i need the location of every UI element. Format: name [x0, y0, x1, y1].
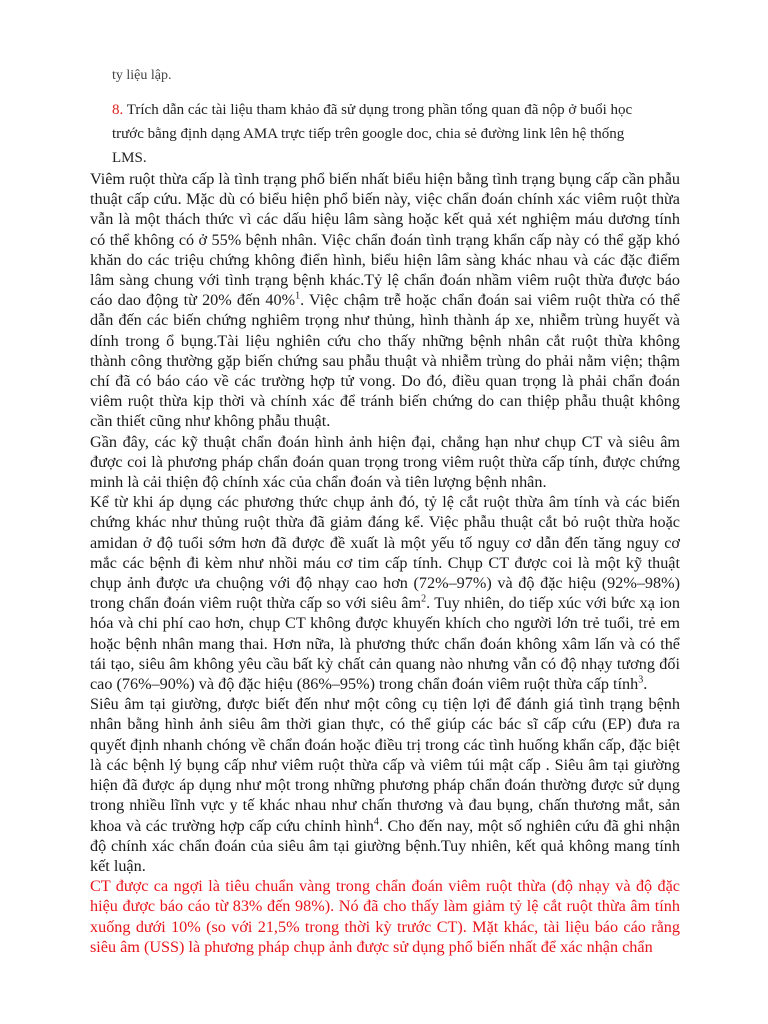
paragraph-1: Viêm ruột thừa cấp là tình trạng phổ biến nhất biểu hiện bằng tình trạng bụng cấp cần phẫu thuật cấp cứu. Mặc dù có biểu hiện phổ biến này, việc chẩn đoán chính xác viêm ruột thừa vẫn là một thách thức vì các dấu hiệu lâm sàng hoặc kết quả xét nghiệm máu dương tính có thể không có ở 55% bệnh nhân. Việc chẩn đoán tình trạng khẩn cấp này có thể gặp khó khăn do các triệu chứng không điển hình, biểu hiện lâm sàng khác nhau và các đặc điểm lâm sàng chung với tình trạng bệnh khác.Tỷ lệ chẩn đoán nhầm viêm ruột thừa được báo cáo dao động từ 20% đến 40%$^1$. Việc chậm trễ hoặc chẩn đoán sai viêm ruột thừa có thể dẫn đến các biến chứng nghiêm trọng như thủng, hình thành áp xe, nhiễm trùng huyết và dính trong ổ bụng.Tài liệu nghiên cứu cho thấy những bệnh nhân cắt ruột thừa không thành công thường gặp biến chứng sau phẫu thuật và nhiễm trùng do phải nằm viện; thậm chí đã có báo cáo về các trường hợp tử vong. Do đó, điều quan trọng là phải chẩn đoán viêm ruột thừa kịp thời và chính xác để tránh biến chứng do can thiệp phẫu thuật không cần thiết cũng như không phẫu thuật. [90, 170, 680, 431]
paragraph-2: Gần đây, các kỹ thuật chẩn đoán hình ảnh hiện đại, chẳng hạn như chụp CT và siêu âm được coi là phương pháp chẩn đoán quan trọng trong viêm ruột thừa cấp tính, được chứng minh là cải thiện độ chính xác của chẩn đoán và tiên lượng bệnh nhân. [90, 432, 680, 492]
citation-2: 2 [421, 593, 427, 605]
citation-3: 3 [638, 674, 644, 686]
list-item-8-line-3: LMS. [112, 150, 147, 166]
paragraph-4: Siêu âm tại giường, được biết đến như một công cụ tiện lợi để đánh giá tình trạng bệnh nhân bằng hình ảnh siêu âm thời gian thực, có thể giúp các bác sĩ cấp cứu (EP) đưa ra quyết định nhanh chóng về chẩn đoán hoặc điều trị trong các tình huống khẩn cấp, đặc biệt là các bệnh lý bụng cấp như viêm ruột thừa cấp và viêm túi mật cấp . Siêu âm tại giường hiện đã được áp dụng như một trong những phương pháp chẩn đoán thường được sử dụng trong nhiều lĩnh vực y tế khác nhau như chấn thương và đau bụng, chấn thương mắt, sản khoa và các trường hợp cấp cứu chỉnh hình$^4$. Cho đến nay, một số nghiên cứu đã ghi nhận độ chính xác chẩn đoán của siêu âm tại giường bệnh.Tuy nhiên, kết quả không mang tính kết luận. [90, 695, 680, 875]
list-item-8-line-2: trước bằng định dạng AMA trực tiếp trên google doc, chia sẻ đường link lên hệ thống [112, 126, 625, 142]
list-item-8-line-1: 8. Trích dẫn các tài liệu tham khảo đã sử dụng trong phần tổng quan đã nộp ở buổi học [112, 102, 633, 118]
citation-1: 1 [295, 290, 301, 302]
cropped-previous-line: ty liệu lập. [112, 68, 172, 83]
citation-4: 4 [373, 816, 379, 828]
list-item-number: 8. [112, 102, 124, 118]
body-text [90, 169, 680, 957]
list-item-8 [112, 98, 672, 170]
paragraph-5-highlighted: CT được ca ngợi là tiêu chuẩn vàng trong chẩn đoán viêm ruột thừa (độ nhạy và độ đặc hiệu được báo cáo từ 83% đến 98%). Nó đã cho thấy làm giảm tỷ lệ cắt ruột thừa âm tính xuống dưới 10% (so với 21,5% trong thời kỳ trước CT). Mặt khác, tài liệu báo cáo rằng siêu âm (USS) là phương pháp chụp ảnh được sử dụng phổ biến nhất để xác nhận chẩn [90, 877, 680, 956]
paragraph-3: Kể từ khi áp dụng các phương thức chụp ảnh đó, tỷ lệ cắt ruột thừa âm tính và các biến chứng khác như thủng ruột thừa đã giảm đáng kể. Việc phẫu thuật cắt bỏ ruột thừa hoặc amidan ở độ tuổi sớm hơn đã được đề xuất là một yếu tố nguy cơ dẫn đến tăng nguy cơ mắc các bệnh đi kèm như nhồi máu cơ tim cấp tính. Chụp CT được coi là một kỹ thuật chụp ảnh được ưa chuộng với độ nhạy cao hơn (72%–97%) và độ đặc hiệu (92%–98%) trong chẩn đoán viêm ruột thừa cấp so với siêu $âm^2$. Tuy nhiên, do tiếp xúc với bức xạ ion hóa và chi phí cao hơn, chụp CT không được khuyến khích cho người lớn trẻ tuổi, trẻ em hoặc bệnh nhân mang thai. Hơn nữa, là phương thức chẩn đoán không xâm lấn và có thể tái tạo, siêu âm không yêu cầu bất kỳ chất cản quang nào nhưng vẫn có độ nhạy tương đối cao (76%–90%) và độ đặc hiệu (86%–95%) trong chẩn đoán viêm ruột thừa cấp tính$^3$. [90, 493, 680, 694]
